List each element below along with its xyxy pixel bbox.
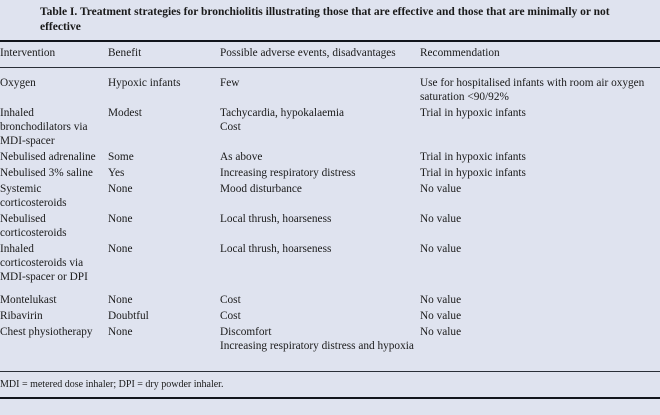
cell-recommendation: No value [420, 309, 462, 322]
cell-benefit: Hypoxic infants [108, 76, 181, 89]
cell-recommendation: No value [420, 242, 462, 255]
cell-recommendation: No value [420, 182, 462, 195]
cell-benefit: None [108, 182, 133, 195]
cell-benefit: None [108, 293, 133, 306]
table-header [0, 42, 660, 65]
table-row [0, 241, 660, 285]
cell-intervention: Inhaled bronchodilators via MDI-spacer [0, 106, 88, 147]
cell-benefit: Some [108, 150, 134, 163]
table-row [0, 181, 660, 211]
body-top-spacer [0, 68, 660, 75]
table-body [0, 68, 660, 354]
table-final-rule [0, 397, 660, 399]
table-row [0, 149, 660, 165]
cell-intervention: Systemic corticosteroids [0, 182, 67, 209]
cell-intervention: Oxygen [0, 76, 36, 89]
spacer-cell [0, 68, 660, 75]
cell-recommendation: No value [420, 293, 462, 306]
cell-benefit: None [108, 212, 133, 225]
cell-adverse: Discomfort Increasing respiratory distress and hypoxia [220, 325, 414, 352]
cell-benefit: Modest [108, 106, 142, 119]
cell-recommendation: Trial in hypoxic infants [420, 166, 526, 179]
spacer-cell [0, 285, 660, 292]
table-row [0, 211, 660, 241]
header-row [0, 42, 660, 65]
cell-adverse: Local thrush, hoarseness [220, 242, 332, 255]
cell-adverse: Few [220, 76, 240, 89]
table-row [0, 324, 660, 354]
cell-adverse: As above [220, 150, 263, 163]
cell-intervention: Nebulised corticosteroids [0, 212, 67, 239]
cell-benefit: None [108, 242, 133, 255]
row-group-spacer [0, 285, 660, 292]
table-row [0, 105, 660, 149]
table-row [0, 292, 660, 308]
treatment-strategies-table [0, 42, 660, 65]
table-caption: Table I. Treatment strategies for bronchiolitis illustrating those that are effective and those that are minimally or not effective [40, 6, 610, 34]
cell-recommendation: No value [420, 212, 462, 225]
column-header-benefit: Benefit [108, 47, 142, 59]
cell-intervention: Montelukast [0, 293, 57, 306]
cell-benefit: None [108, 325, 133, 338]
cell-adverse: Mood disturbance [220, 182, 302, 195]
cell-adverse: Tachycardia, hypokalaemia Cost [220, 106, 345, 133]
cell-recommendation: No value [420, 325, 462, 338]
cell-adverse: Local thrush, hoarseness [220, 212, 332, 225]
cell-recommendation: Trial in hypoxic infants [420, 106, 526, 119]
cell-recommendation: Trial in hypoxic infants [420, 150, 526, 163]
cell-benefit: Doubtful [108, 309, 149, 322]
cell-recommendation: Use for hospitalised infants with room air oxygen saturation <90/92% [420, 76, 645, 103]
cell-intervention: Nebulised adrenaline [0, 150, 96, 163]
table-row [0, 308, 660, 324]
cell-intervention: Inhaled corticosteroids via MDI-spacer or DPI [0, 242, 88, 283]
table-row [0, 75, 660, 105]
column-header-intervention: Intervention [0, 47, 56, 59]
column-header-adverse-events: Possible adverse events, disadvantages [220, 47, 396, 59]
cell-adverse: Cost [220, 309, 241, 322]
column-header-recommendation: Recommendation [420, 47, 500, 59]
cell-intervention: Nebulised 3% saline [0, 166, 93, 179]
table-block [0, 38, 660, 354]
cell-adverse: Increasing respiratory distress [220, 166, 356, 179]
treatment-strategies-body [0, 68, 660, 354]
table-footnote: MDI = metered dose inhaler; DPI = dry powder inhaler. [0, 379, 224, 390]
table-bottom-block [0, 369, 660, 399]
cell-intervention: Chest physiotherapy [0, 325, 93, 338]
table-row [0, 165, 660, 181]
cell-intervention: Ribavirin [0, 309, 43, 322]
cell-benefit: Yes [108, 166, 125, 179]
cell-adverse: Cost [220, 293, 241, 306]
